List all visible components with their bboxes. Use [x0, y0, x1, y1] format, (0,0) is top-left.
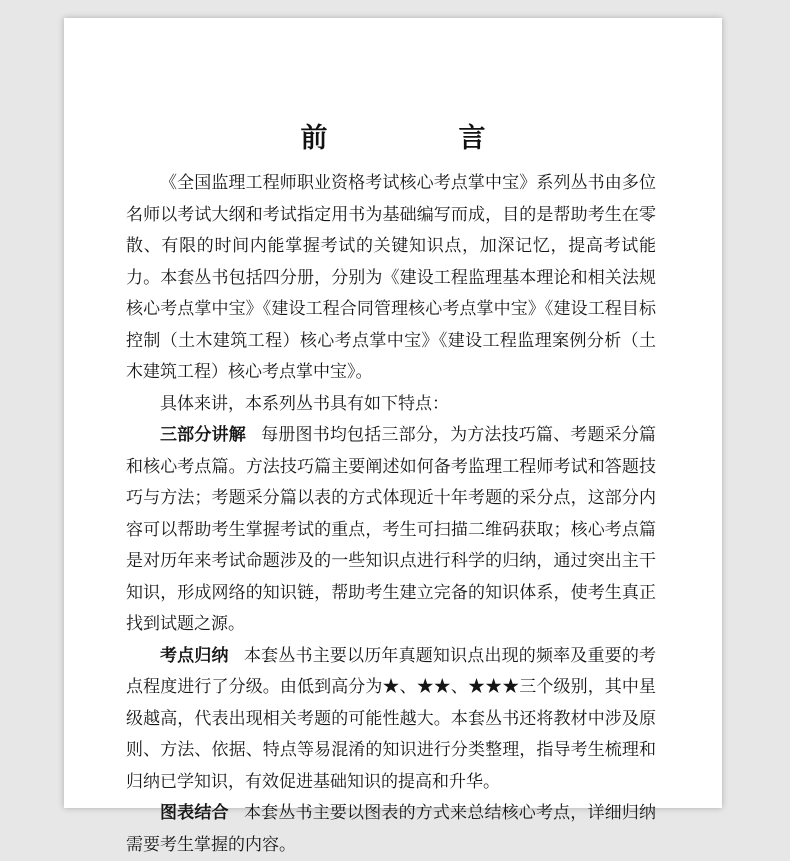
- document-page: [64, 18, 722, 855]
- feature-paragraph-three-parts: [126, 420, 656, 641]
- page-title: 前 言: [300, 123, 538, 154]
- feature-heading: 图表结合: [160, 803, 229, 823]
- feature-text: 本套丛书主要以历年真题知识点出现的频率及重要的考点程度进行了分级。由低到高分为★、★★、★★★三个级别，其中星级越高，代表出现相关考题的可能性越大。本套丛书还将教材中涉及原则、方法、依据、特点等易混淆的知识进行分类整理，指导考生梳理和归纳已学知识，有效促进基础知识的提高和升华。: [126, 645, 657, 792]
- feature-paragraph-key-points: [126, 641, 656, 799]
- feature-text: 本套丛书主要以图表的方式来总结核心考点，详细归纳需要考生掌握的内容。: [126, 803, 657, 855]
- feature-text: 每册图书均包括三部分，为方法技巧篇、考题采分篇和核心考点篇。方法技巧篇主要阐述如何备考监理工程师考试和答题技巧与方法；考题采分篇以表的方式体现近十年考题的采分点，这部分内容可以帮助考生掌握考试的重点，考生可扫描二维码获取；核心考点篇是对历年来考试命题涉及的一些知识点进行科学的归纳，通过突出主干知识，形成网络的知识链，帮助考生建立完备的知识体系，使考生真正找到试题之源。: [126, 425, 657, 634]
- features-intro-paragraph: 具体来讲，本系列丛书具有如下特点：: [160, 393, 449, 414]
- feature-paragraph-charts-tables: [126, 798, 656, 861]
- feature-heading: 三部分讲解: [160, 425, 246, 445]
- preface-body: [126, 168, 656, 861]
- feature-heading: 考点归纳: [160, 645, 229, 666]
- intro-paragraph: 《全国监理工程师职业资格考试核心考点掌中宝》系列丛书由多位名师以考试大纲和考试指定用书为基础编写而成，目的是帮助考生在零散、有限的时间内能掌握考试的关键知识点，加深记忆，提高考试能力。本套丛书包括四分册，分别为《建设工程监理基本理论和相关法规核心考点掌中宝》《建设工程合同管理核心考点掌中宝》《建设工程目标控制（土木建筑工程）核心考点掌中宝》《建设工程监理案例分析（土木建筑工程）核心考点掌中宝》。: [126, 173, 656, 382]
